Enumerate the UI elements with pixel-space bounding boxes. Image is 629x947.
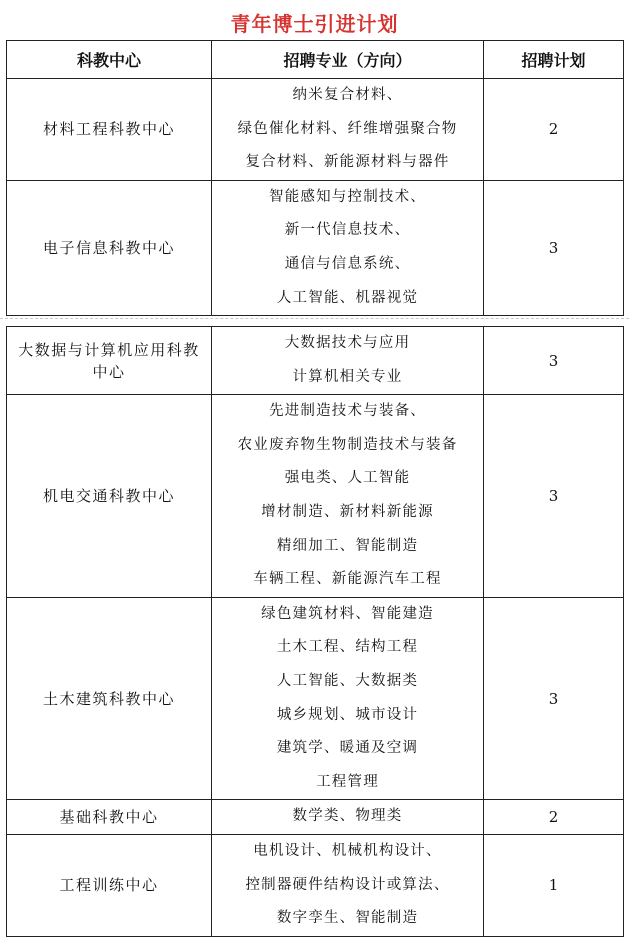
major-line: 先进制造技术与装备、 [269,403,426,420]
header-center: 科教中心 [7,41,212,79]
center-name-cell: 工程训练中心 [7,834,212,936]
major-line: 数字孪生、智能制造 [276,910,419,927]
plan-count-cell: 3 [484,597,624,800]
major-line: 车辆工程、新能源汽车工程 [253,571,442,588]
plan-count-cell: 1 [484,834,624,936]
major-line: 复合材料、新能源材料与器件 [245,154,450,171]
major-line: 增材制造、新材料新能源 [261,503,434,520]
table-row [7,327,624,395]
plan-count-cell: 3 [484,395,624,598]
major-line: 数学类、物理类 [292,808,403,825]
center-name-cell: 材料工程科教中心 [7,79,212,181]
header-plan: 招聘计划 [484,41,624,79]
table-row [7,597,624,800]
majors-cell [212,834,484,936]
major-line: 土木工程、结构工程 [276,639,419,656]
major-line: 绿色建筑材料、智能建造 [261,605,434,622]
major-line: 大数据技术与应用 [284,335,411,351]
page-break-divider [0,318,629,319]
major-line: 强电类、人工智能 [284,470,411,487]
plan-count-cell: 2 [484,800,624,835]
center-name-cell: 大数据与计算机应用科教中心 [7,327,212,395]
majors-cell [212,597,484,800]
majors-cell [212,79,484,181]
plan-count-cell: 3 [484,327,624,395]
header-major: 招聘专业（方向） [212,41,484,79]
center-name-cell: 基础科教中心 [7,800,212,835]
major-line: 绿色催化材料、纤维增强聚合物 [237,120,458,137]
recruitment-table-part-2 [6,326,624,937]
major-line: 城乡规划、城市设计 [276,706,419,723]
table-row [7,395,624,598]
major-line: 精细加工、智能制造 [276,537,419,554]
table-row [7,800,624,835]
major-line: 建筑学、暖通及空调 [276,740,419,757]
recruitment-table-part-1 [6,40,624,316]
page-title: 青年博士引进计划 [230,12,399,36]
table-header-row [7,41,624,79]
table-row [7,834,624,936]
majors-cell [212,395,484,598]
major-line: 电机设计、机械机构设计、 [253,842,442,859]
center-name-cell: 机电交通科教中心 [7,395,212,598]
major-line: 新一代信息技术、 [284,222,411,239]
major-line: 农业废弃物生物制造技术与装备 [237,436,458,453]
center-name-cell: 电子信息科教中心 [7,180,212,315]
majors-cell [212,180,484,315]
plan-count-cell: 2 [484,79,624,181]
table-row [7,180,624,315]
major-line: 人工智能、机器视觉 [276,289,419,306]
center-name-cell: 土木建筑科教中心 [7,597,212,800]
table-row [7,79,624,181]
major-line: 通信与信息系统、 [284,255,411,272]
major-line: 人工智能、大数据类 [276,672,419,689]
major-line: 控制器硬件结构设计或算法、 [245,876,450,893]
majors-cell [212,800,484,835]
major-line: 智能感知与控制技术、 [269,188,426,205]
plan-count-cell: 3 [484,180,624,315]
major-line: 工程管理 [316,773,379,790]
majors-cell [212,327,484,395]
major-line: 计算机相关专业 [292,368,403,385]
major-line: 纳米复合材料、 [292,87,403,103]
